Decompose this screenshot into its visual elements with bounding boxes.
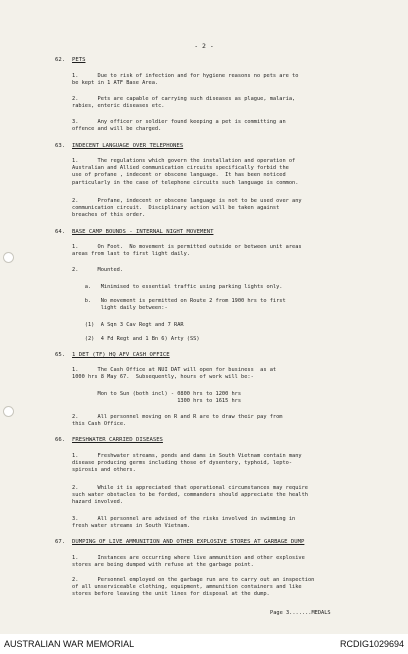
- section-number: 65.: [55, 352, 66, 358]
- paragraph: 3. Any officer or soldier found keeping a pet is committing an offence and will be charged.: [72, 119, 286, 133]
- paragraph: 1. The regulations which govern the installation and operation of Australian and Allied communication circuits specifically forbid the use of profane , indecent or obscene language. It has been noticed particularly in the case of telephone circuits such language is common.: [72, 158, 299, 186]
- paragraph: 2. Personnel employed on the garbage run are to carry out an inspection of all unserviceable clothing, equipment, ammunition containers and like stores before leaving the unit lines for disposal at the dump.: [72, 577, 315, 598]
- section-title: PETS: [72, 57, 86, 63]
- section-number: 67.: [55, 539, 66, 545]
- paragraph: 1. On Foot. No movement is permitted outside or between unit areas areas from last to first light daily.: [72, 244, 302, 258]
- paragraph: 2. While it is appreciated that operational circumstances may require such water obstacles to be forded, commanders should appreciate the health hazard involved.: [72, 485, 308, 506]
- section-number: 66.: [55, 437, 66, 443]
- paragraph: 2. All personnel moving on R and R are to draw their pay from this Cash Office.: [72, 414, 283, 428]
- paragraph: (1) A Sqn 3 Cav Regt and 7 RAR: [72, 322, 184, 328]
- paragraph: 3. All personnel are advised of the risks involved in swimming in fresh water streams in South Vietnam.: [72, 516, 296, 530]
- paragraph: Mon to Sun (both incl) - 0800 hrs to 1200 hrs 1300 hrs to 1615 hrs: [97, 391, 242, 405]
- paragraph: b. No movement is permitted on Route 2 from 1900 hrs to first light daily between:-: [84, 298, 286, 312]
- paragraph: (2) 4 Fd Regt and 1 Bn 6) Arty (SS): [72, 336, 200, 342]
- paragraph: 1. Instances are occurring where live ammunition and other explosive stores are being dumped with refuse at the garbage point.: [72, 555, 305, 569]
- section-title: INDECENT LANGUAGE OVER TELEPHONES: [72, 143, 184, 149]
- footer-institution: AUSTRALIAN WAR MEMORIAL: [4, 639, 135, 649]
- page-number: - 2 -: [194, 42, 214, 50]
- archive-footer: [0, 634, 408, 654]
- section-title: DUMPING OF LIVE AMMUNITION AND OTHER EXPLOSIVE STORES AT GARBAGE DUMP: [72, 539, 305, 545]
- paragraph: 2. Pets are capable of carrying such diseases as plague, malaria, rabies, enteric diseases etc.: [72, 96, 296, 110]
- punch-hole: [3, 252, 14, 263]
- footer-record-id: RCDIG1029694: [339, 639, 404, 649]
- paragraph: 2. Profane, indecent or obscene language is not to be used over any communication circuit. Disciplinary action will be taken against breaches of this order.: [72, 198, 302, 219]
- punch-hole: [3, 406, 14, 417]
- section-number: 62.: [55, 57, 66, 63]
- section-number: 63.: [55, 143, 66, 149]
- paragraph: 1. Freshwater streams, ponds and dams in South Vietnam contain many disease producing germs including those of dysentery, typhoid, lepto- spirosis and others.: [72, 453, 302, 474]
- section-title: 1 DET (TF) HQ AFV CASH OFFICE: [72, 352, 170, 358]
- section-title: BASE CAMP BOUNDS - INTERNAL NIGHT MOVEMENT: [72, 229, 214, 235]
- section-title: FRESHWATER CARRIED DISEASES: [72, 437, 163, 443]
- paragraph: 1. Due to risk of infection and for hygiene reasons no pets are to be kept in 1 ATF Base Area.: [72, 73, 299, 87]
- section-number: 64.: [55, 229, 66, 235]
- paragraph: a. Minimised to essential traffic using parking lights only.: [72, 284, 283, 290]
- paragraph: 1. The Cash Office at NUI DAT will open for business as at 1000 hrs 8 May 67. Subsequently, hours of work will be:-: [72, 367, 277, 381]
- paragraph: 2. Mounted.: [72, 267, 124, 273]
- continuation-note: Page 3.......MEDALS: [270, 610, 331, 616]
